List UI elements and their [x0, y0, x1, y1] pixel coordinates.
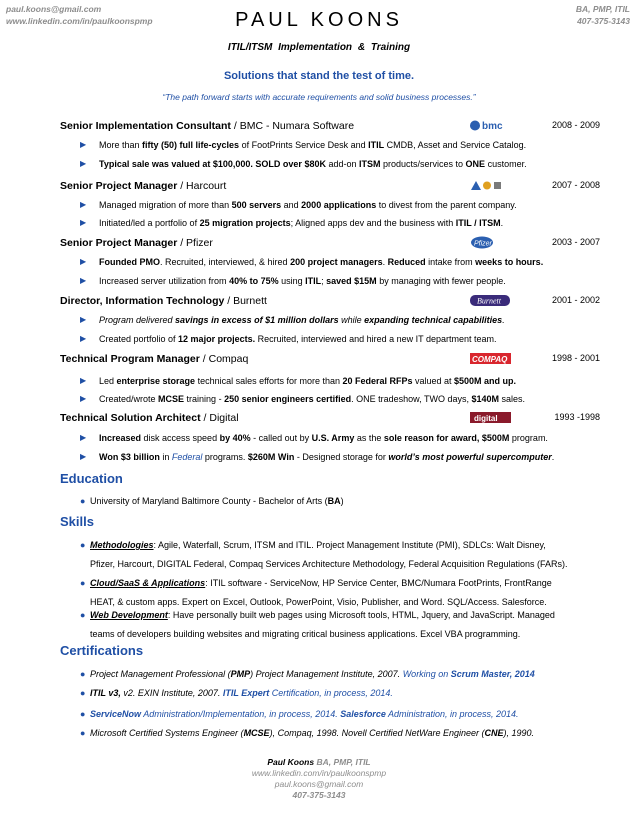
tagline: Solutions that stand the test of time. [223, 70, 415, 82]
job-compaq [60, 353, 600, 367]
bullet-dot-icon: ● [80, 709, 86, 719]
job-company: / Burnett [224, 295, 267, 307]
job-dates: 1993 -1998 [554, 412, 600, 422]
header-linkedin[interactable]: www.linkedin.com/in/paulkoonspmp [6, 16, 153, 26]
harcourt-logo [470, 179, 512, 192]
job-company: / Pfizer [177, 237, 213, 249]
digital-logo [470, 411, 512, 424]
job-title: Director, Information Technology [60, 295, 225, 307]
job-title: Senior Project Manager [60, 237, 178, 249]
job-bmc [60, 120, 600, 134]
burnett-logo-text: Burnett [477, 296, 501, 306]
footer-phone: 407-375-3143 [292, 790, 346, 800]
arrow-icon: ▶ [80, 452, 87, 461]
bmc-logo-text: bmc [482, 121, 503, 132]
job-harcourt [60, 180, 600, 194]
job-company: / Harcourt [177, 180, 227, 192]
arrow-icon: ▶ [80, 276, 87, 285]
arrow-icon: ▶ [80, 394, 87, 403]
bmc-logo [470, 119, 512, 132]
bullet-dot-icon: ● [80, 540, 86, 550]
job-dates: 2008 - 2009 [551, 120, 600, 130]
bullet-dot-icon: ● [80, 578, 86, 588]
job-company: / Digital [200, 412, 239, 424]
pfizer-logo [470, 236, 512, 249]
section-certifications: Certifications [60, 643, 144, 658]
quote: “The path forward starts with accurate requirements and solid business processes.” [162, 92, 476, 102]
arrow-icon: ▶ [80, 315, 87, 324]
job-title: Technical Solution Architect [60, 412, 201, 424]
footer-name: Paul Koons [267, 757, 315, 767]
section-education: Education [60, 471, 123, 486]
bullet-dot-icon: ● [80, 728, 86, 738]
footer-credentials: BA, PMP, ITIL [314, 757, 371, 767]
arrow-icon: ▶ [80, 376, 87, 385]
header-phone: 407-375-3143 [577, 16, 630, 26]
arrow-icon: ▶ [80, 334, 87, 343]
footer-linkedin[interactable]: www.linkedin.com/in/paulkoonspmp [251, 768, 387, 778]
arrow-icon: ▶ [80, 140, 87, 149]
bullet-dot-icon: ● [80, 610, 86, 620]
bullet-dot-icon: ● [80, 688, 86, 698]
footer-name-line [0, 757, 638, 768]
bullet-dot-icon: ● [80, 669, 86, 679]
job-title: Senior Implementation Consultant [60, 120, 231, 132]
burnett-logo [470, 294, 512, 307]
job-pfizer [60, 237, 600, 251]
job-dates: 1998 - 2001 [551, 353, 600, 363]
pfizer-logo-text: Pfizer [474, 240, 492, 248]
job-dates: 2001 - 2002 [551, 295, 600, 305]
footer-email[interactable]: paul.koons@gmail.com [274, 779, 364, 789]
header-email[interactable]: paul.koons@gmail.com [6, 4, 102, 14]
section-skills: Skills [60, 514, 94, 529]
compaq-logo-text: COMPAQ [472, 355, 508, 364]
header-credentials: BA, PMP, ITIL [575, 4, 630, 14]
job-burnett [60, 295, 600, 309]
arrow-icon: ▶ [80, 200, 87, 209]
job-company: / BMC - Numara Software [230, 120, 355, 132]
compaq-logo [470, 352, 512, 365]
arrow-icon: ▶ [80, 159, 87, 168]
digital-logo-text: digital [474, 414, 498, 423]
job-dates: 2003 - 2007 [551, 237, 600, 247]
arrow-icon: ▶ [80, 218, 87, 227]
job-digital [60, 412, 600, 426]
job-title: Technical Program Manager [60, 353, 200, 365]
job-company: / Compaq [199, 353, 249, 365]
subtitle: ITIL/ITSM Implementation & Training [227, 42, 411, 53]
job-title: Senior Project Manager [60, 180, 178, 192]
footer [0, 757, 638, 801]
arrow-icon: ▶ [80, 257, 87, 266]
page-title: PAUL KOONS [235, 9, 403, 31]
bullet-dot-icon: ● [80, 496, 86, 506]
job-dates: 2007 - 2008 [551, 180, 600, 190]
arrow-icon: ▶ [80, 433, 87, 442]
header-contact-right [576, 3, 630, 27]
